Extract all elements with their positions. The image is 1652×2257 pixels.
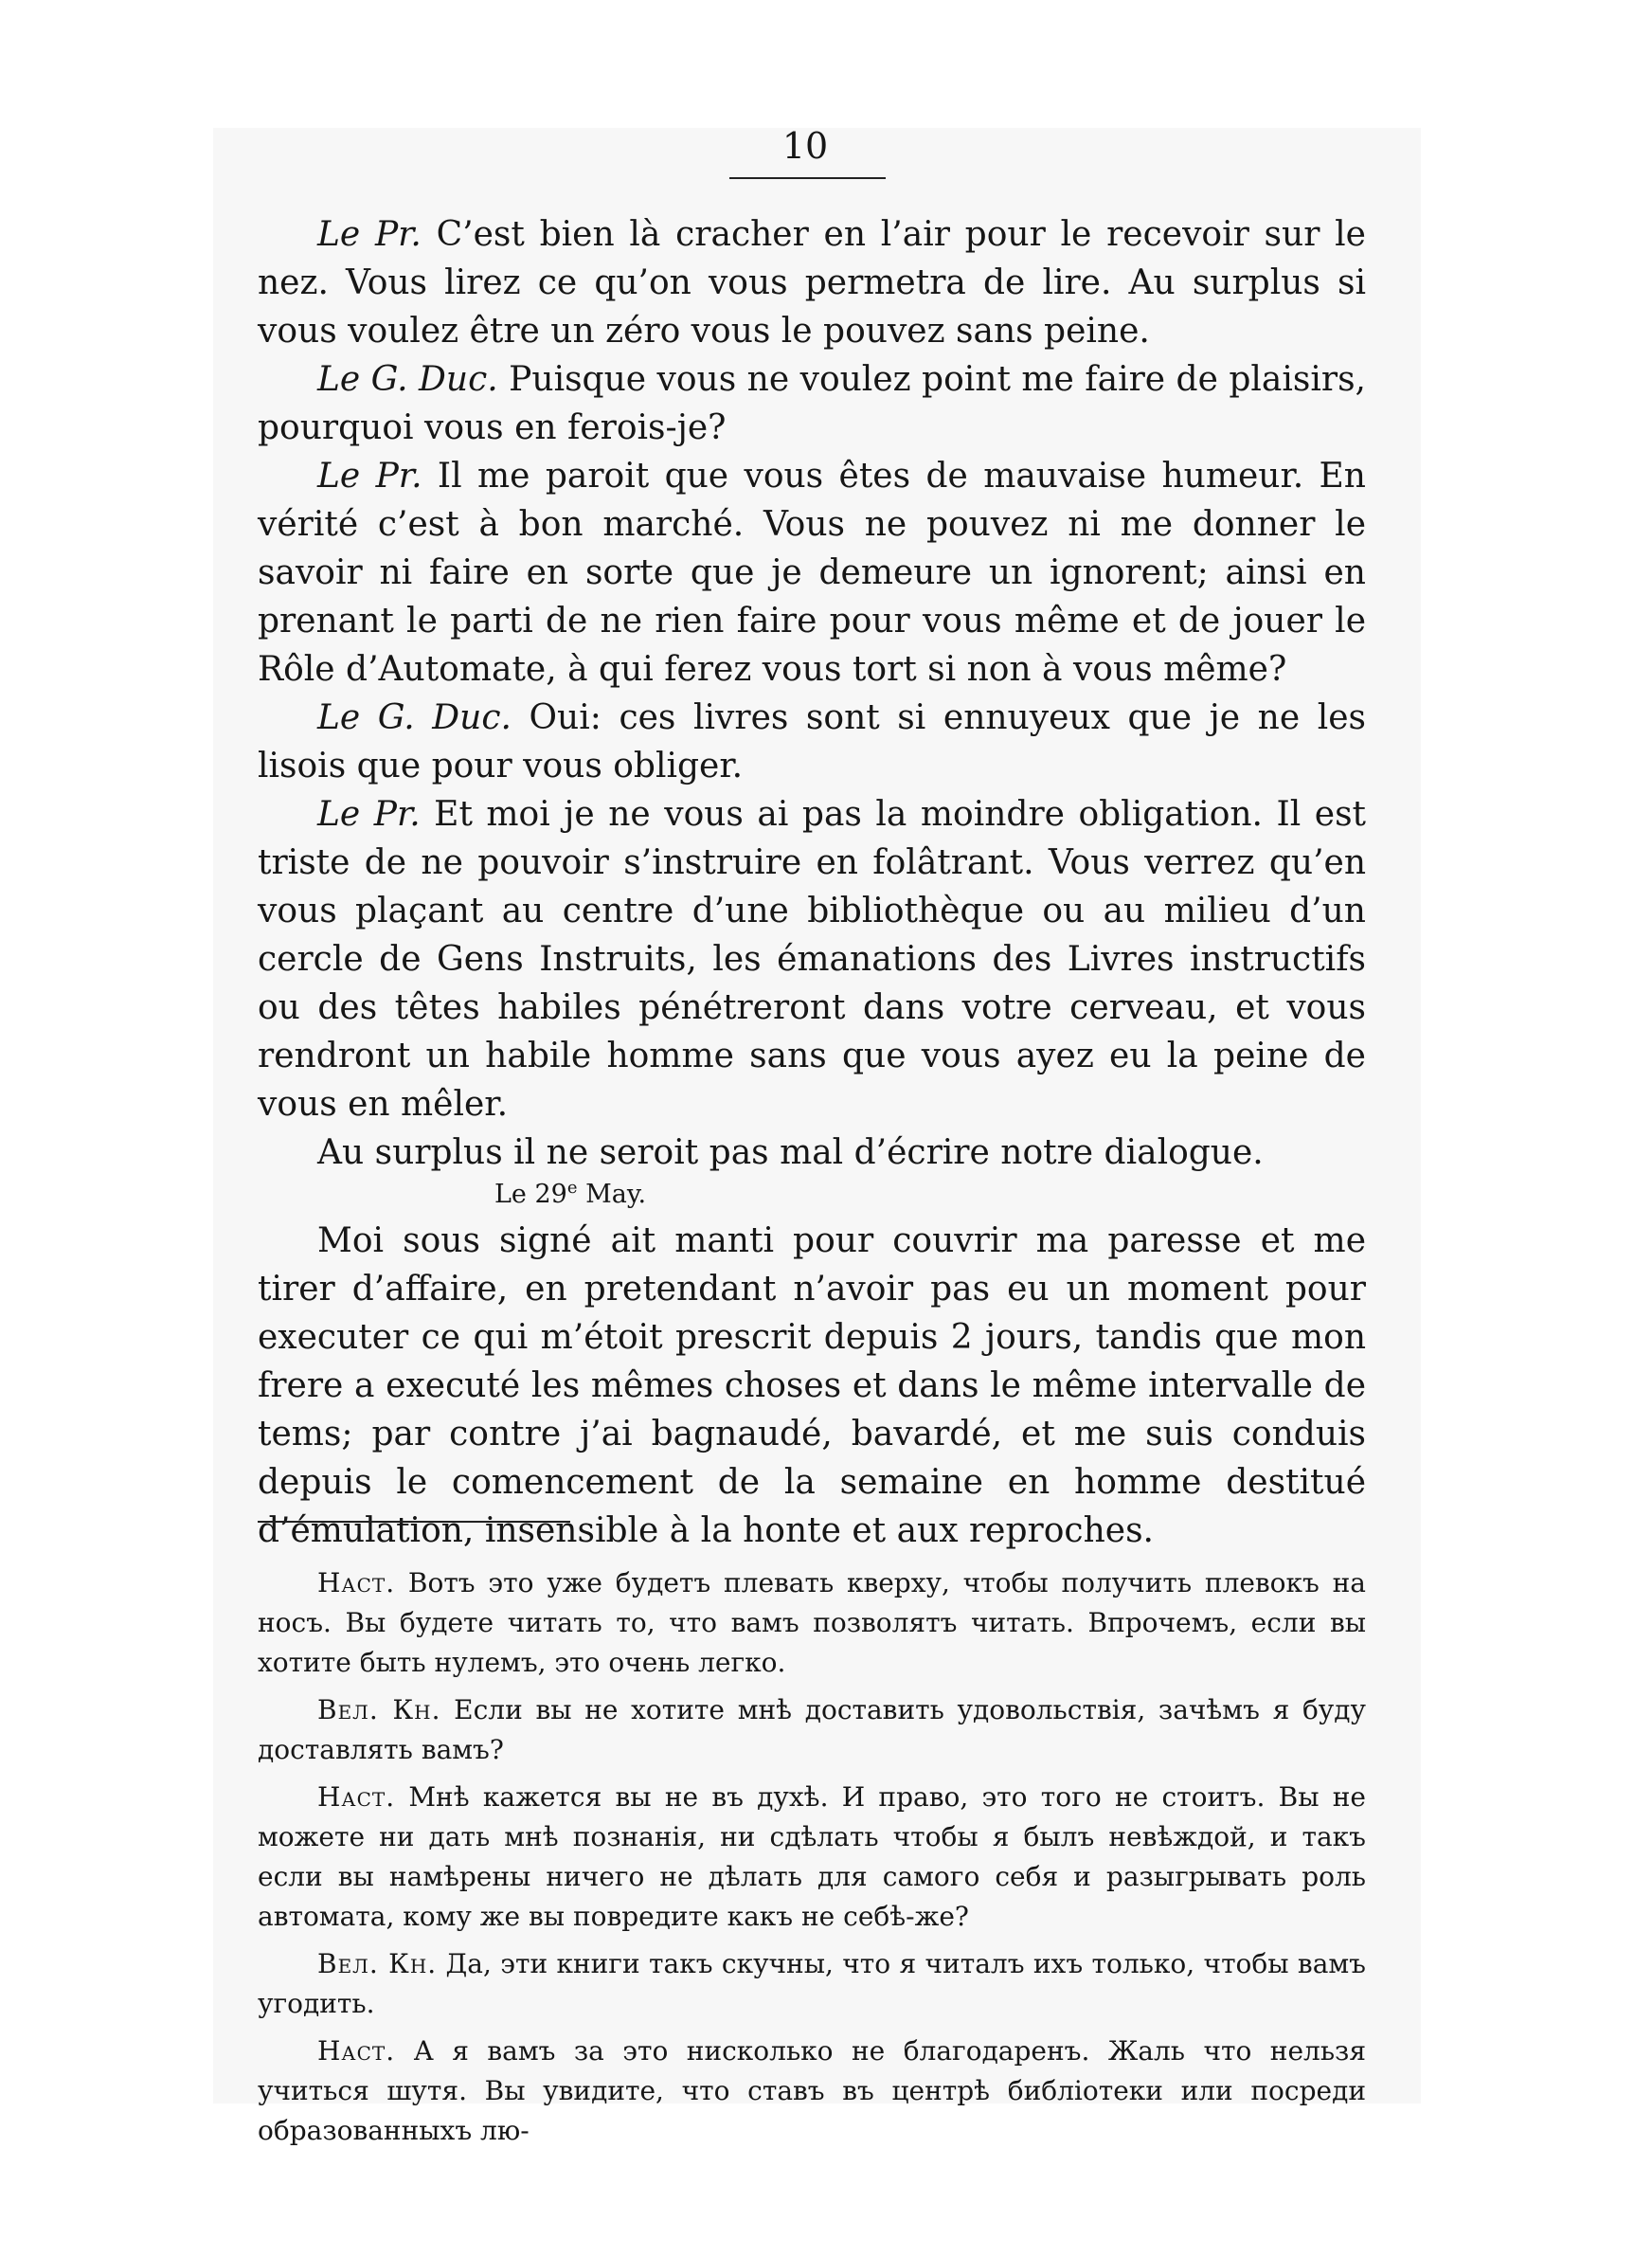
footnote-speaker: Наст.: [317, 2035, 396, 2067]
page-number-rule: [729, 177, 886, 179]
footnote-text: Мнѣ кажется вы не въ духѣ. И право, это того не стоитъ. Вы не можете ни дать мнѣ познанія, ни сдѣлать чтобы я былъ невѣждой, и такъ если вы намѣрены ничего не дѣлать для самого себя и разыгрывать роль автомата, кому же вы повредите какъ не себѣ-же?: [258, 1781, 1366, 1932]
footnote-paragraph-3: [258, 1778, 1366, 1937]
dialogue-paragraph-1: [258, 210, 1366, 355]
paragraph-text: Au surplus il ne seroit pas mal d’écrire notre dialogue.: [317, 1133, 1264, 1172]
date-line: [258, 1178, 1366, 1212]
dialogue-paragraph-6: [258, 1128, 1366, 1177]
speaker-label: Le G. Duc.: [317, 698, 512, 737]
paragraph-text: Moi sous signé ait manti pour couvrir ma paresse et me tirer d’affaire, en pretendant n’avoir pas eu un moment pour executer ce qui m’étoit prescrit depuis 2 jours, tandis que mon frere a executé les mêmes choses et dans le même intervalle de tems; par contre j’ai bagnaudé, bavardé, et me suis conduis depuis le comencement de la semaine en homme destitué d’émulation, insensible à la honte et aux reproches.: [258, 1221, 1366, 1550]
footnote-speaker: Наст.: [317, 1781, 396, 1813]
footnote-paragraph-5: [258, 2031, 1366, 2151]
footnote-speaker: Вел. Кн.: [317, 1948, 438, 1979]
paragraph-text: C’est bien là cracher en l’air pour le recevoir sur le nez. Vous lirez ce qu’on vous permetra de lire. Au surplus si vous voulez être un zéro vous le pouvez sans peine.: [258, 215, 1366, 351]
footnote-rule: [258, 1521, 570, 1523]
footnote-text: А я вамъ за это нисколько не благодаренъ. Жаль что нельзя учиться шутя. Вы увидите, что ставъ въ центрѣ библіотеки или посреди образованныхъ лю-: [258, 2035, 1366, 2146]
footnote-speaker: Вел. Кн.: [317, 1694, 441, 1725]
dialogue-paragraph-5: [258, 790, 1366, 1128]
speaker-label: Le Pr.: [317, 215, 422, 254]
footnote-paragraph-4: [258, 1944, 1366, 2024]
footnote-speaker: Наст.: [317, 1567, 396, 1598]
speaker-label: Le G. Duc.: [317, 360, 498, 399]
date-month: May.: [577, 1180, 647, 1209]
page-number: 10: [781, 125, 829, 167]
date-suffix: e: [566, 1178, 578, 1198]
footnote-text: Вотъ это уже будетъ плевать кверху, чтобы получить плевокъ на носъ. Вы будете читать то, что вамъ позволятъ читать. Впрочемъ, если вы хотите быть нулемъ, это очень легко.: [258, 1567, 1366, 1678]
translation-footnotes: [258, 1563, 1366, 2158]
footnote-paragraph-2: [258, 1690, 1366, 1770]
paragraph-text: Il me paroit que vous êtes de mauvaise humeur. En vérité c’est à bon marché. Vous ne pouvez ni me donner le savoir ni faire en sorte que je demeure un ignorent; ainsi en prenant le parti de ne rien faire pour vous même et de jouer le Rôle d’Automate, à qui ferez vous tort si non à vous même?: [258, 457, 1366, 689]
dialogue-paragraph-4: [258, 694, 1366, 790]
main-text: [258, 210, 1366, 1555]
paragraph-text: Puisque vous ne voulez point me faire de plaisirs, pourquoi vous en ferois-je?: [258, 360, 1366, 447]
footnote-text: Если вы не хотите мнѣ доставить удовольствія, зачѣмъ я буду доставлять вамъ?: [258, 1694, 1366, 1765]
speaker-label: Le Pr.: [317, 795, 421, 834]
speaker-label: Le Pr.: [317, 457, 422, 496]
paragraph-text: Et moi je ne vous ai pas la moindre obligation. Il est triste de ne pouvoir s’instruire en folâtrant. Vous verrez qu’en vous plaçant au centre d’une bibliothèque ou au milieu d’un cercle de Gens Instruits, les émanations des Livres instructifs ou des têtes habiles pénétreront dans votre cerveau, et vous rendront un habile homme sans que vous ayez eu la peine de vous en mêler.: [258, 795, 1367, 1124]
dialogue-paragraph-3: [258, 452, 1366, 694]
dialogue-paragraph-2: [258, 355, 1366, 452]
footnote-paragraph-1: [258, 1563, 1366, 1683]
confession-paragraph: [258, 1217, 1366, 1555]
paragraph-text: Oui: ces livres sont si ennuyeux que je ne les lisois que pour vous obliger.: [258, 698, 1366, 785]
footnote-text: Да, эти книги такъ скучны, что я читалъ ихъ только, чтобы вамъ угодить.: [258, 1948, 1366, 2019]
date-day: Le 29: [494, 1180, 567, 1209]
